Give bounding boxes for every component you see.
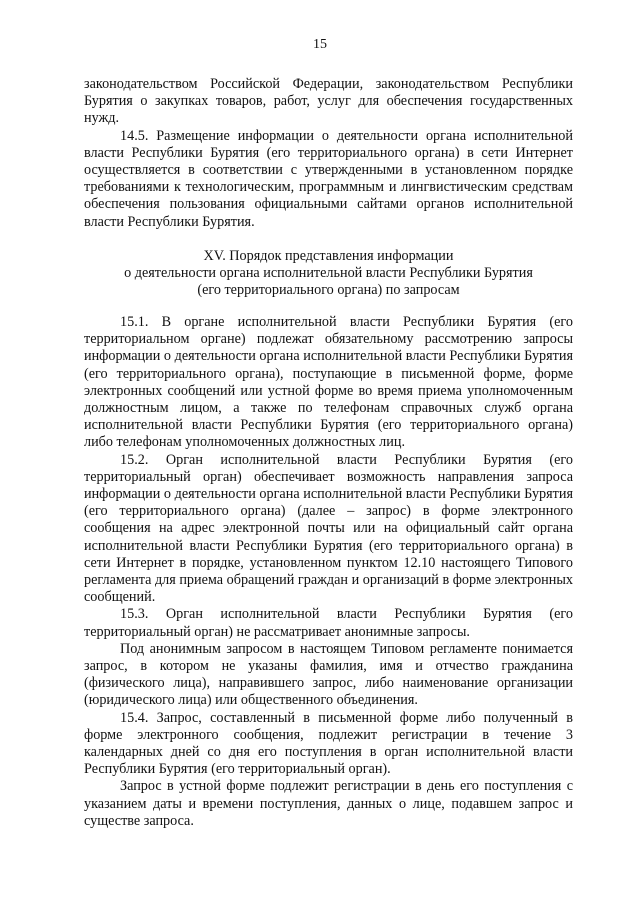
top-text-block [84, 76, 573, 231]
section-heading-line-2: о деятельности органа исполнительной власти Республики Бурятия [124, 265, 533, 282]
paragraph-oral-request: Запрос в устной форме подлежит регистрации в день его поступления с указанием даты и времени поступления, данных о лице, подавшем запрос и существе запроса. [84, 778, 573, 829]
paragraph-anonymous-definition: Под анонимным запросом в настоящем Типовом регламенте понимается запрос, в котором не указаны фамилия, имя и отчество гражданина (физического лица), направившего запрос, либо наименование организации (юридического лица) или общественного объединения. [84, 640, 573, 709]
paragraph-15-3: 15.3. Орган исполнительной власти Республики Бурятия (его территориальный орган) не рассматривает анонимные запросы. [84, 606, 573, 640]
page-number: 15 [313, 37, 327, 52]
section-heading-line-1: XV. Порядок представления информации [203, 248, 454, 264]
paragraph-14-5: 14.5. Размещение информации о деятельности органа исполнительной власти Республики Бурятия (его территориального органа) в сети Интернет осуществляется в соответствии с утвержденными в установленном порядке требованиями к технологическим, программным и лингвистическим средствам обеспечения пользования официальными сайтами органов исполнительной власти Республики Бурятия. [84, 127, 573, 230]
section-heading-line-3: (его территориального органа) по запросам [197, 282, 460, 299]
paragraph-15-4: 15.4. Запрос, составленный в письменной форме либо полученный в форме электронного сообщения, подлежит регистрации в течение 3 календарных дней со дня его поступления в орган исполнительной власти Республики Бурятия (его территориальный орган). [84, 709, 573, 778]
paragraph-15-1: 15.1. В органе исполнительной власти Республики Бурятия (его территориальном органе) подлежат обязательному рассмотрению запросы информации о деятельности органа исполнительной власти Республики Бурятия (его территориального органа), поступающие в письменной форме, форме электронных сообщений или устной форме во время приема уполномоченным должностным лицом, а также по телефонам справочных служб органа исполнительной власти Республики Бурятия (его территориального органа) либо телефонам уполномоченных должностных лиц. [84, 314, 573, 451]
paragraph-continuation: законодательством Российской Федерации, законодательством Республики Бурятия о закупках товаров, работ, услуг для обеспечения государственных нужд. [84, 76, 573, 127]
section-body [84, 314, 573, 830]
paragraph-15-2: 15.2. Орган исполнительной власти Республики Бурятия (его территориальный орган) обеспечивает возможность направления запроса информации о деятельности органа исполнительной власти Республики Бурятия (его территориального органа) (далее – запрос) в форме электронного сообщения на адрес электронной почты или на официальный сайт органа исполнительной власти Республики Бурятия (его территориального органа) в сети Интернет в порядке, установленном пунктом 12.10 настоящего Типового регламента для приема обращений граждан и организаций в форме электронных сообщений. [84, 451, 573, 606]
section-heading [84, 248, 573, 300]
